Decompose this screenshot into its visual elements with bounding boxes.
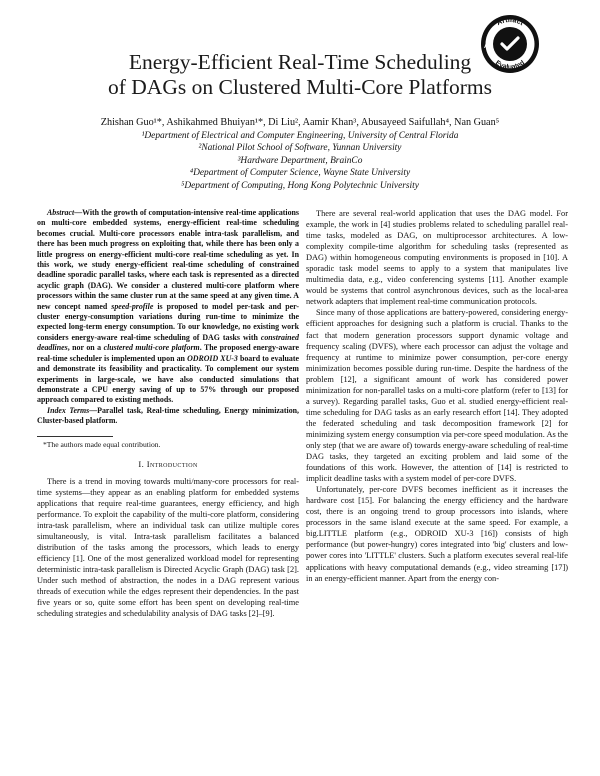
index-terms: Index Terms—Parallel task, Real-time scheduling, Energy minimization, Cluster-based platform. bbox=[37, 405, 300, 426]
affiliation-5: ⁵Department of Computing, Hong Kong Polytechnic University bbox=[181, 180, 419, 191]
intro-paragraph-4: Unfortunately, per-core DVFS becomes inefficient as it increases the hardware cost [15]. For balancing the energy efficiency and the hardware cost, there is an ongoing trend to group processors into islands, where processors in the same island execute at the same speed. For example, a big.LITTLE platform (e.g., ODROID XU-3 [16]) consists of high performance (but power-hungry) cores integrated into 'big' clusters and low-power cores into 'LITTLE' clusters. Such a platform executes several real-life applications with heavy computational demands (e.g., video streaming [17]) in an energy-efficient manner. Apart from the energy con- bbox=[306, 485, 568, 583]
affiliation-2: ²National Pilot School of Software, Yunnan University bbox=[198, 143, 402, 154]
right-column bbox=[306, 208, 568, 584]
abstract-lead: Abstract bbox=[47, 208, 75, 217]
footnote-equal-contribution: *The authors made equal contribution. bbox=[43, 439, 161, 449]
author-block bbox=[40, 117, 560, 193]
intro-paragraph-3: Since many of those applications are battery-powered, considering energy-efficient approaches for designing such a platform is crucial. Thanks to the fact that modern generation processors support dynamic voltage and frequency scaling (DVFS), where each processor can adjust the voltage and frequency at runtime to minimize power consumption, per-core energy minimization becomes possible during run-time. Despite the hardness of the problem [12], a significant amount of work has considered power minimization for non-parallel tasks on a multi-core platform (refer to [13] for a survey). Regarding parallel tasks, Guo et al. studied energy-efficient real-time scheduling for DAG tasks as an early research effort [14]. They adopted the federated scheduling and task decomposition framework [2] for minimizing system energy consumption via per-core speed modulation. As the only step (that we are aware of) towards energy-aware scheduling of real-time DAG tasks, they targeted an exciting problem and laid some of the foundations of this work. However, the attention of [14] is restricted to implicit deadline tasks with a system model of per-core DVFS. bbox=[306, 308, 568, 484]
author-list: Zhishan Guo¹*, Ashikahmed Bhuiyan¹*, Di Liu², Aamir Khan³, Abusayeed Saifullah⁴, Nan Guan⁵ bbox=[100, 117, 500, 128]
footnote-divider bbox=[37, 436, 113, 437]
badge-ring-text: AE bbox=[484, 44, 493, 50]
badge-bottom-text: Evaluated bbox=[493, 59, 527, 72]
title-line-2: of DAGs on Clustered Multi-Core Platforms bbox=[108, 75, 492, 99]
left-column bbox=[37, 208, 299, 619]
affiliation-1: ¹Department of Electrical and Computer Engineering, University of Central Florida bbox=[141, 130, 459, 141]
artifact-evaluated-badge-icon bbox=[478, 12, 542, 76]
affiliation-3: ³Hardware Department, BrainCo bbox=[237, 155, 363, 166]
badge-top-text: Artifact bbox=[494, 14, 526, 28]
intro-paragraph-2: There are several real-world application that uses the DAG model. For example, the work in [4] studies problems related to scheduling parallel real-time tasks, modeled as DAG, on multiprocessor architectures. A low-complexity compile-time algorithm for scheduling tasks (represented as DAG) within homogeneous computing environments is proposed in [10]. A sporadic task model seems to apply to a system that manipulates live multimedia data, e.g., video conferencing systems [11]. Another example would be systems that control asynchronous devices, such as the local-area network adapters that implement real-time communication protocols. bbox=[306, 209, 568, 307]
intro-paragraph-1: There is a trend in moving towards multi/many-core processors for real-time systems—they appear as an enabling platform for embedded systems applications that require real-time guarantees, energy efficiency, and high performance. To exploit the capability of the multi-core platform, considering intra-task parallelism, where an individual task can utilize multiple cores simultaneously, is vital. Intra-task parallelism facilitates a balanced distribution of the tasks among the processors, which leads to energy efficiency [1]. One of the most generalized workload model for representing deterministic intra-task parallelism is Directed Acyclic Graph (DAG) task [2]. Under such method of abstraction, the nodes in a DAG represent various threads of execution while the edges represent their dependencies. In the past five years or so, quite some effort has been spent on developing real-time scheduling strategies and schedulability analysis of DAG tasks [2]–[9]. bbox=[37, 476, 299, 619]
section-heading-introduction: I. Introduction bbox=[138, 458, 198, 469]
abstract: Abstract—With the growth of computation-intensive real-time applications on multi-core embedded systems, energy-efficient real-time scheduling becomes crucial. Multi-core processors enable intra-task parallelism, and there has been much progress on exploiting that, while there has been only a little progress on energy-efficient multi-core real-time scheduling as yet. In this work, we study energy-efficient real-time scheduling of constrained deadline sporadic parallel tasks, where each task is represented as a directed acyclic graph (DAG). We consider a clustered multi-core platform where processors within the same cluster run at the same speed at any given time. A new concept named speed-profile is proposed to model per-task and per-cluster energy-consumption variations during run-time to minimize the expected long-term energy consumption. To our knowledge, no existing work considers energy-aware real-time scheduling of DAG tasks with constrained deadlines, nor on a clustered multi-core platform. The proposed energy-aware real-time scheduler is implemented upon an ODROID XU-3 board to evaluate and demonstrate its feasibility and practicality. To complement our system experiments in large-scale, we have also conducted simulations that demonstrate a CPU energy saving of up to 57% through our proposed approach compared to existing methods. Index Terms—Parallel task, Real-time scheduling, Energy minimization, Cluster-based platform. bbox=[37, 208, 300, 426]
title-line-1: Energy-Efficient Real-Time Scheduling bbox=[128, 50, 472, 74]
affiliation-4: ⁴Department of Computer Science, Wayne State University bbox=[189, 168, 411, 179]
